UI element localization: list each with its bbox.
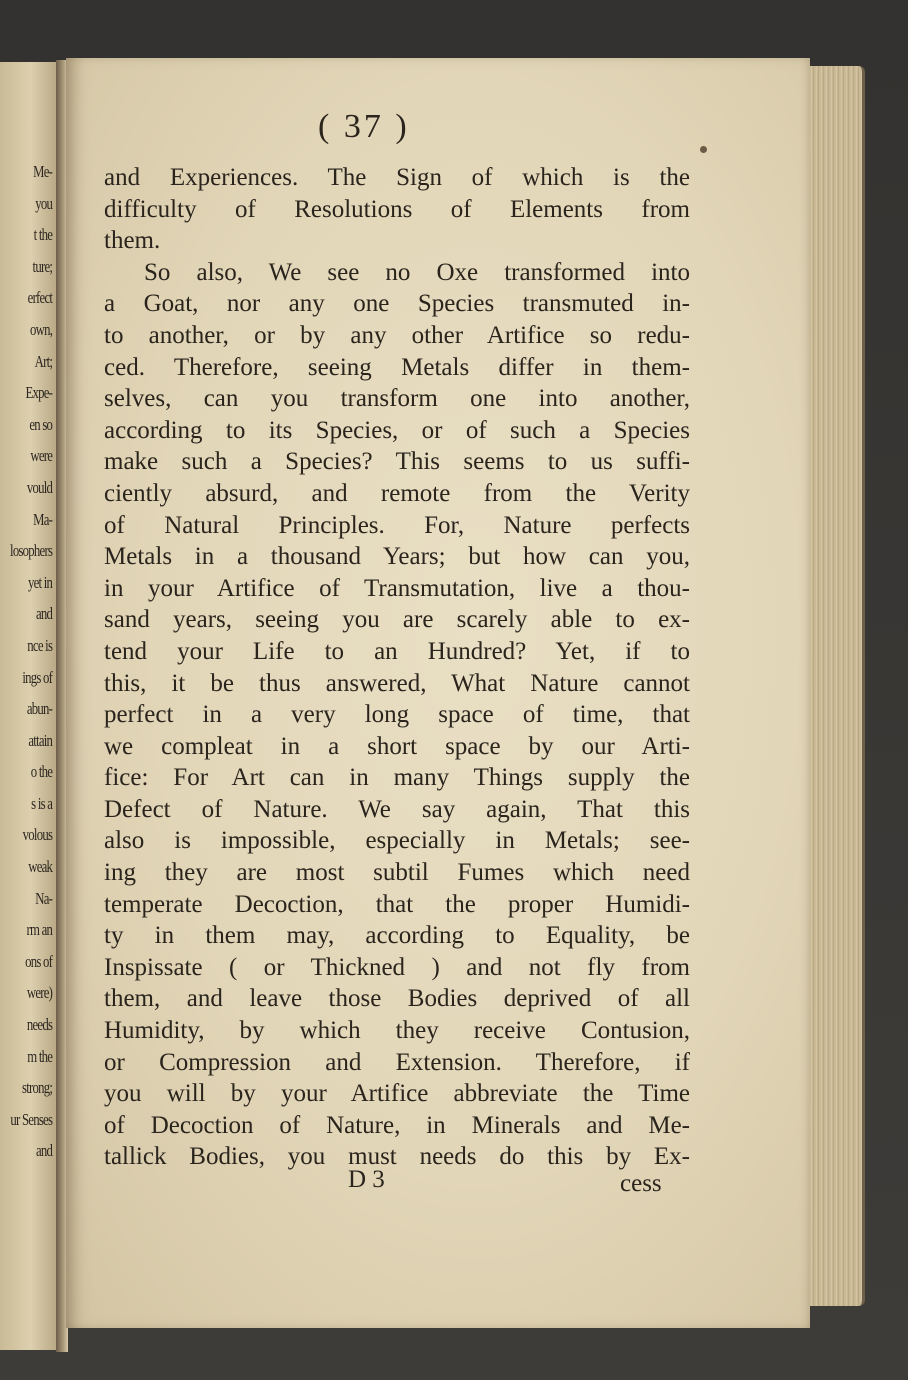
fragment-line: ur Senses (10, 1109, 52, 1129)
fragment-line: were) (26, 983, 52, 1003)
fragment-line: Me- (33, 162, 52, 181)
facing-page-edge (0, 62, 58, 1350)
text-line: make such a Species? This seems to us suffi- (104, 448, 690, 476)
fragment-line: rm an (26, 920, 52, 940)
fragment-line: en so (29, 414, 52, 434)
fragment-line: vould (26, 477, 52, 497)
fragment-line: m the (27, 1046, 52, 1066)
fragment-line: yet in (27, 572, 52, 592)
fragment-line: attain (28, 730, 52, 750)
text-line: ty in them may, according to Equality, be (104, 922, 690, 950)
text-line: of Natural Principles. For, Nature perfects (104, 511, 690, 539)
text-line: fice: For Art can in many Things supply the (104, 764, 690, 792)
text-line: Defect of Nature. We say again, That this (104, 795, 690, 823)
fragment-line: own, (29, 319, 52, 339)
body-text (104, 162, 690, 1173)
fragment-line: you (35, 193, 52, 213)
ink-spot (700, 146, 707, 153)
fragment-line: strong; (21, 1078, 52, 1098)
fragment-line: Ma- (33, 509, 52, 529)
text-line: also is impossible, especially in Metals; see- (104, 827, 690, 855)
fragment-line: t the (33, 225, 52, 245)
text-line: a Goat, nor any one Species transmuted in- (104, 290, 690, 318)
text-line: to another, or by any other Artifice so redu- (104, 321, 690, 349)
page-number: ( 37 ) (318, 108, 410, 145)
fragment-line: s is a (31, 793, 52, 813)
fragment-line: Art; (34, 351, 52, 371)
text-line: of Decoction of Nature, in Minerals and Me- (104, 1111, 690, 1139)
fragment-line: abun- (26, 699, 52, 719)
facing-page-text-fragments (0, 156, 52, 1167)
fragment-line: weak (28, 857, 52, 877)
text-line: sand years, seeing you are scarely able to ex- (104, 606, 690, 634)
text-line: in your Artifice of Transmutation, live a thou- (104, 574, 690, 602)
text-line: Metals in a thousand Years; but how can you, (104, 543, 690, 571)
text-line: selves, can you transform one into another, (104, 385, 690, 413)
text-line: temperate Decoction, that the proper Humidi- (104, 890, 690, 918)
text-line: tallick Bodies, you must needs do this by Ex- (104, 1143, 690, 1171)
fragment-line: losophers (9, 541, 52, 561)
fragment-line: nce is (27, 635, 52, 655)
text-line: and Experiences. The Sign of which is the (104, 164, 690, 191)
fragment-line: were (30, 446, 52, 466)
fragment-line: ons of (24, 951, 52, 971)
text-line: ciently absurd, and remote from the Verity (104, 479, 690, 507)
text-line: we compleat in a short space by our Arti- (104, 732, 690, 760)
fragment-line: ture; (32, 256, 52, 276)
fragment-line: Na- (35, 888, 52, 908)
text-line: this, it be thus answered, What Nature cannot (104, 669, 690, 697)
fragment-line: and (35, 604, 52, 624)
fragment-line: and (35, 1141, 52, 1161)
signature-mark: D 3 (348, 1166, 385, 1193)
text-line: ced. Therefore, seeing Metals differ in them- (104, 353, 690, 381)
text-line: Humidity, by which they receive Contusion, (104, 1017, 690, 1045)
text-line: them. (104, 227, 161, 255)
fragment-line: volous (22, 825, 52, 845)
catchword: cess (620, 1170, 662, 1197)
text-line: perfect in a very long space of time, that (104, 701, 690, 729)
text-line: them, and leave those Bodies deprived of all (104, 985, 690, 1013)
text-line: So also, We see no Oxe transformed into (144, 258, 690, 286)
fragment-line: o the (30, 762, 52, 782)
text-line: difficulty of Resolutions of Elements from (104, 195, 690, 223)
fragment-line: needs (26, 1015, 52, 1035)
fragment-line: Expe- (25, 383, 52, 403)
text-line: ing they are most subtil Fumes which need (104, 859, 690, 887)
text-line: tend your Life to an Hundred? Yet, if to (104, 637, 690, 665)
text-line: or Compression and Extension. Therefore, if (104, 1048, 690, 1076)
fragment-line: erfect (27, 288, 52, 308)
text-line: according to its Species, or of such a Species (104, 416, 690, 444)
text-line: you will by your Artifice abbreviate the Time (104, 1080, 690, 1108)
fragment-line: ings of (22, 667, 52, 687)
text-line: Inspissate ( or Thickned ) and not fly from (104, 953, 690, 981)
